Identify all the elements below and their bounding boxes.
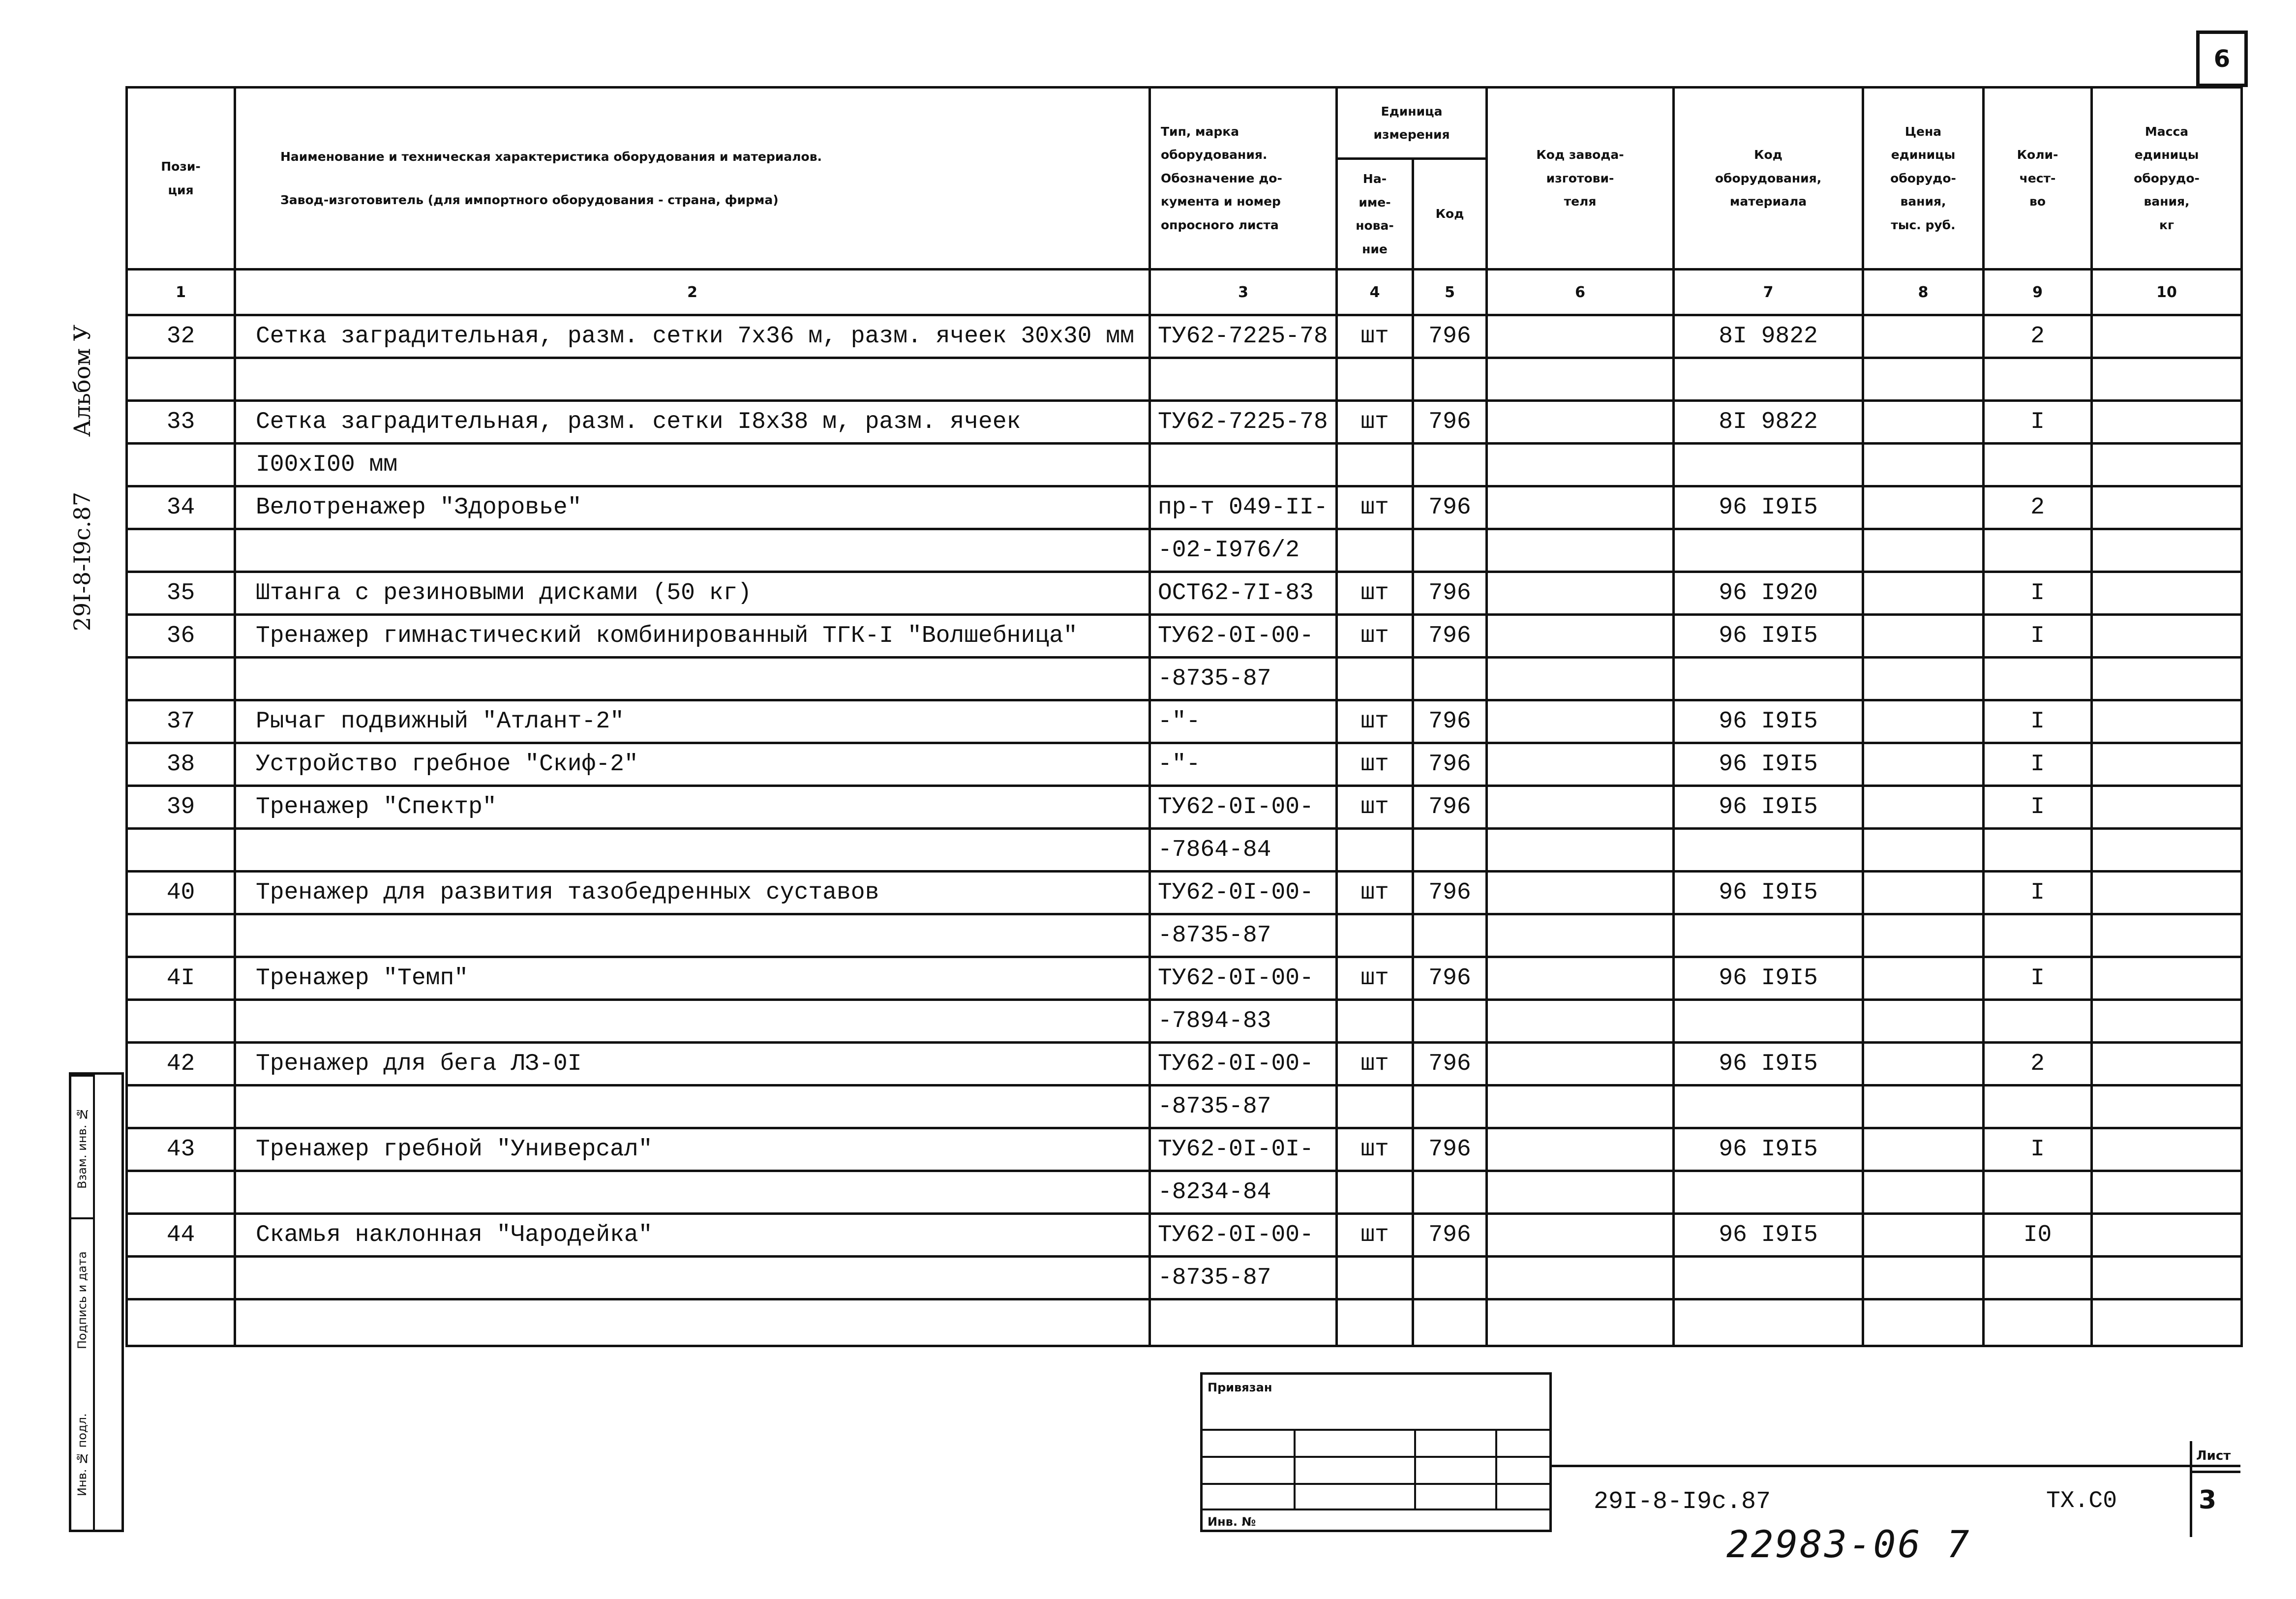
quantity-cell [1984, 914, 2092, 957]
equipment-code-cell: 96 I9I5 [1674, 615, 1863, 658]
header-name: Наименование и техническая характеристика оборудования и материалов. Завод-изготовитель (для импортного оборудования - страна, фирма) [235, 88, 1150, 270]
unit-name-cell: шт [1337, 572, 1413, 615]
maker-code-cell [1487, 444, 1674, 486]
name-cell: Рычаг подвижный "Атлант-2" [235, 700, 1150, 743]
equipment-code-cell [1674, 358, 1863, 401]
table-row [127, 829, 2242, 872]
mass-cell [2092, 401, 2242, 444]
table-row [127, 401, 2242, 444]
type-cell: ТУ62-7225-78 [1150, 401, 1337, 444]
type-cell [1150, 444, 1337, 486]
unit-code-cell: 796 [1413, 872, 1487, 914]
price-cell [1863, 444, 1984, 486]
unit-name-cell [1337, 1257, 1413, 1299]
maker-code-cell [1487, 358, 1674, 401]
name-cell: Сетка заградительная, разм. сетки 7х36 м, разм. ячеек 30х30 мм [235, 315, 1150, 358]
maker-code-cell [1487, 1257, 1674, 1299]
price-cell [1863, 1171, 1984, 1214]
mass-cell [2092, 572, 2242, 615]
maker-code-cell [1487, 401, 1674, 444]
mass-cell [2092, 1000, 2242, 1043]
unit-name-cell [1337, 1171, 1413, 1214]
position-cell: 33 [127, 401, 235, 444]
unit-name-cell: шт [1337, 1214, 1413, 1257]
name-cell [235, 358, 1150, 401]
mass-cell [2092, 658, 2242, 700]
price-cell [1863, 1086, 1984, 1128]
title-section: ТХ.С0 [2046, 1488, 2117, 1514]
maker-code-cell [1487, 1086, 1674, 1128]
position-cell: 39 [127, 786, 235, 829]
equipment-code-cell: 8I 9822 [1674, 315, 1863, 358]
maker-code-cell [1487, 572, 1674, 615]
maker-code-cell [1487, 658, 1674, 700]
col-number: 9 [1984, 270, 2092, 315]
price-cell [1863, 1128, 1984, 1171]
quantity-cell: I [1984, 572, 2092, 615]
quantity-cell: I [1984, 700, 2092, 743]
mass-cell [2092, 1171, 2242, 1214]
position-cell [127, 914, 235, 957]
col-number: 10 [2092, 270, 2242, 315]
quantity-cell [1984, 1257, 2092, 1299]
unit-code-cell: 796 [1413, 1128, 1487, 1171]
maker-code-cell [1487, 1214, 1674, 1257]
mass-cell [2092, 1214, 2242, 1257]
name-cell [235, 658, 1150, 700]
position-cell: 4I [127, 957, 235, 1000]
name-cell: Тренажер "Спектр" [235, 786, 1150, 829]
binding-inventory-label: Инв. № [1208, 1515, 1256, 1529]
type-cell: ТУ62-0I-00- [1150, 786, 1337, 829]
table-row [127, 529, 2242, 572]
position-cell [127, 1000, 235, 1043]
header-price: Цена единицы оборудо- вания, тыс. руб. [1863, 88, 1984, 270]
column-numbers-row [127, 270, 2242, 315]
unit-code-cell [1413, 358, 1487, 401]
table-body [127, 315, 2242, 1299]
name-cell: Тренажер для бега ЛЗ-0I [235, 1043, 1150, 1086]
unit-name-cell [1337, 1086, 1413, 1128]
stamp-original-inventory: Инв. № подл. [75, 1413, 89, 1496]
maker-code-cell [1487, 914, 1674, 957]
table-row [127, 486, 2242, 529]
name-cell: Штанга с резиновыми дисками (50 кг) [235, 572, 1150, 615]
price-cell [1863, 1000, 1984, 1043]
type-cell: -8735-87 [1150, 1257, 1337, 1299]
unit-code-cell: 796 [1413, 486, 1487, 529]
mass-cell [2092, 1043, 2242, 1086]
price-cell [1863, 829, 1984, 872]
price-cell [1863, 615, 1984, 658]
position-cell: 34 [127, 486, 235, 529]
table-row [127, 358, 2242, 401]
unit-name-cell: шт [1337, 1043, 1413, 1086]
header-mass: Масса единицы оборудо- вания, кг [2092, 88, 2242, 270]
unit-code-cell [1413, 1000, 1487, 1043]
price-cell [1863, 358, 1984, 401]
equipment-code-cell [1674, 1000, 1863, 1043]
sheet-number: 3 [2199, 1485, 2217, 1515]
col-number: 3 [1150, 270, 1337, 315]
quantity-cell [1984, 1086, 2092, 1128]
position-cell [127, 358, 235, 401]
mass-cell [2092, 957, 2242, 1000]
title-doc-code: 29I-8-I9с.87 [1594, 1488, 1771, 1516]
mass-cell [2092, 529, 2242, 572]
col-number: 4 [1337, 270, 1413, 315]
type-cell: ТУ62-0I-00- [1150, 957, 1337, 1000]
unit-name-cell: шт [1337, 700, 1413, 743]
equipment-code-cell: 96 I9I5 [1674, 486, 1863, 529]
quantity-cell: I [1984, 957, 2092, 1000]
table-row [127, 700, 2242, 743]
type-cell: -8735-87 [1150, 658, 1337, 700]
table-row [127, 1043, 2242, 1086]
sheet-label: Лист [2196, 1448, 2231, 1463]
sheet-tag: 6 [2196, 30, 2248, 87]
maker-code-cell [1487, 1171, 1674, 1214]
sheet-box-divider [2190, 1441, 2192, 1537]
unit-code-cell [1413, 444, 1487, 486]
unit-name-cell: шт [1337, 743, 1413, 786]
header-unit-name: На- име- нова- ние [1337, 159, 1413, 270]
header-maker-code: Код завода- изготови- теля [1487, 88, 1674, 270]
position-cell: 44 [127, 1214, 235, 1257]
price-cell [1863, 1257, 1984, 1299]
unit-name-cell: шт [1337, 315, 1413, 358]
quantity-cell: 2 [1984, 486, 2092, 529]
unit-code-cell [1413, 829, 1487, 872]
mass-cell [2092, 829, 2242, 872]
unit-code-cell: 796 [1413, 786, 1487, 829]
stamp-signature-date: Подпись и дата [71, 1217, 93, 1382]
unit-name-cell: шт [1337, 872, 1413, 914]
table-row-blank [127, 1299, 2242, 1346]
table-row [127, 1086, 2242, 1128]
unit-name-cell [1337, 358, 1413, 401]
type-cell: -8735-87 [1150, 914, 1337, 957]
col-number: 5 [1413, 270, 1487, 315]
position-cell: 38 [127, 743, 235, 786]
name-cell [235, 914, 1150, 957]
unit-name-cell: шт [1337, 401, 1413, 444]
equipment-code-cell [1674, 914, 1863, 957]
unit-code-cell [1413, 1171, 1487, 1214]
position-cell [127, 829, 235, 872]
quantity-cell: I [1984, 786, 2092, 829]
maker-code-cell [1487, 1128, 1674, 1171]
name-cell: Велотренажер "Здоровье" [235, 486, 1150, 529]
col-number: 6 [1487, 270, 1674, 315]
position-cell [127, 529, 235, 572]
sheet-box-line [2190, 1471, 2240, 1473]
equipment-code-cell [1674, 1257, 1863, 1299]
mass-cell [2092, 1086, 2242, 1128]
price-cell [1863, 743, 1984, 786]
position-cell: 37 [127, 700, 235, 743]
mass-cell [2092, 315, 2242, 358]
name-cell [235, 1257, 1150, 1299]
table-row [127, 315, 2242, 358]
price-cell [1863, 1043, 1984, 1086]
type-cell: ТУ62-0I-00- [1150, 615, 1337, 658]
mass-cell [2092, 444, 2242, 486]
position-cell: 42 [127, 1043, 235, 1086]
unit-code-cell [1413, 658, 1487, 700]
quantity-cell: I [1984, 615, 2092, 658]
name-cell: Сетка заградительная, разм. сетки I8х38 м, разм. ячеек [235, 401, 1150, 444]
maker-code-cell [1487, 486, 1674, 529]
table-row [127, 786, 2242, 829]
type-cell: ТУ62-7225-78 [1150, 315, 1337, 358]
maker-code-cell [1487, 1043, 1674, 1086]
maker-code-cell [1487, 615, 1674, 658]
position-cell: 43 [127, 1128, 235, 1171]
quantity-cell [1984, 829, 2092, 872]
name-cell [235, 829, 1150, 872]
mass-cell [2092, 1128, 2242, 1171]
table-row [127, 1214, 2242, 1257]
type-cell: ТУ62-0I-00- [1150, 872, 1337, 914]
unit-code-cell: 796 [1413, 700, 1487, 743]
unit-name-cell: шт [1337, 957, 1413, 1000]
table-row [127, 615, 2242, 658]
price-cell [1863, 872, 1984, 914]
equipment-code-cell: 96 I9I5 [1674, 700, 1863, 743]
unit-name-cell [1337, 914, 1413, 957]
quantity-cell [1984, 358, 2092, 401]
equipment-code-cell [1674, 658, 1863, 700]
unit-name-cell [1337, 658, 1413, 700]
unit-code-cell: 796 [1413, 615, 1487, 658]
quantity-cell [1984, 658, 2092, 700]
quantity-cell [1984, 1171, 2092, 1214]
unit-code-cell [1413, 1257, 1487, 1299]
table-row [127, 1128, 2242, 1171]
name-cell: Тренажер для развития тазобедренных суставов [235, 872, 1150, 914]
unit-name-cell [1337, 529, 1413, 572]
mass-cell [2092, 786, 2242, 829]
type-cell: ТУ62-0I-00- [1150, 1043, 1337, 1086]
price-cell [1863, 658, 1984, 700]
equipment-code-cell: 96 I9I5 [1674, 786, 1863, 829]
name-cell [235, 1086, 1150, 1128]
type-cell: ТУ62-0I-00- [1150, 1214, 1337, 1257]
equipment-code-cell: 96 I920 [1674, 572, 1863, 615]
quantity-cell: I0 [1984, 1214, 2092, 1257]
binding-title: Привязан [1208, 1381, 1272, 1394]
quantity-cell: I [1984, 743, 2092, 786]
type-cell [1150, 358, 1337, 401]
album-label: Альбом У [69, 325, 95, 437]
mass-cell [2092, 486, 2242, 529]
type-cell: -8234-84 [1150, 1171, 1337, 1214]
price-cell [1863, 914, 1984, 957]
quantity-cell: I [1984, 872, 2092, 914]
equipment-code-cell: 96 I9I5 [1674, 1128, 1863, 1171]
type-cell: пр-т 049-II- [1150, 486, 1337, 529]
equipment-code-cell [1674, 1086, 1863, 1128]
price-cell [1863, 1214, 1984, 1257]
col-number: 2 [235, 270, 1150, 315]
position-cell: 40 [127, 872, 235, 914]
unit-name-cell [1337, 829, 1413, 872]
price-cell [1863, 401, 1984, 444]
unit-code-cell: 796 [1413, 572, 1487, 615]
unit-name-cell: шт [1337, 786, 1413, 829]
unit-code-cell: 796 [1413, 1214, 1487, 1257]
col-number: 7 [1674, 270, 1863, 315]
unit-code-cell: 796 [1413, 315, 1487, 358]
maker-code-cell [1487, 529, 1674, 572]
name-cell: Скамья наклонная "Чародейка" [235, 1214, 1150, 1257]
quantity-cell [1984, 1000, 2092, 1043]
position-cell [127, 1086, 235, 1128]
equipment-code-cell: 8I 9822 [1674, 401, 1863, 444]
unit-code-cell: 796 [1413, 1043, 1487, 1086]
price-cell [1863, 700, 1984, 743]
handwritten-archive-number: 22983-06 7 [1726, 1522, 1971, 1566]
maker-code-cell [1487, 1000, 1674, 1043]
unit-code-cell [1413, 529, 1487, 572]
price-cell [1863, 486, 1984, 529]
quantity-cell: I [1984, 1128, 2092, 1171]
maker-code-cell [1487, 872, 1674, 914]
unit-name-cell [1337, 444, 1413, 486]
stamp-replaced-inventory: Взам. инв. № [71, 1075, 93, 1219]
mass-cell [2092, 1257, 2242, 1299]
position-cell: 36 [127, 615, 235, 658]
equipment-code-cell: 96 I9I5 [1674, 743, 1863, 786]
type-cell: ОСТ62-7I-83 [1150, 572, 1337, 615]
header-equipment-code: Код оборудования, материала [1674, 88, 1863, 270]
price-cell [1863, 315, 1984, 358]
type-cell: -02-I976/2 [1150, 529, 1337, 572]
unit-code-cell: 796 [1413, 401, 1487, 444]
type-cell: -8735-87 [1150, 1086, 1337, 1128]
unit-code-cell [1413, 1086, 1487, 1128]
unit-name-cell [1337, 1000, 1413, 1043]
type-cell: ТУ62-0I-0I- [1150, 1128, 1337, 1171]
header-type: Тип, марка оборудования. Обозначение до- кумента и номер опросного листа [1150, 88, 1337, 270]
table-row [127, 1000, 2242, 1043]
equipment-code-cell [1674, 529, 1863, 572]
name-cell [235, 529, 1150, 572]
unit-code-cell: 796 [1413, 957, 1487, 1000]
position-cell: 32 [127, 315, 235, 358]
maker-code-cell [1487, 786, 1674, 829]
position-cell: 35 [127, 572, 235, 615]
position-cell [127, 658, 235, 700]
col-number: 8 [1863, 270, 1984, 315]
mass-cell [2092, 743, 2242, 786]
equipment-code-cell: 96 I9I5 [1674, 872, 1863, 914]
unit-name-cell: шт [1337, 615, 1413, 658]
equipment-code-cell [1674, 829, 1863, 872]
name-cell [235, 1171, 1150, 1214]
table-row [127, 957, 2242, 1000]
header-quantity: Коли- чест- во [1984, 88, 2092, 270]
quantity-cell: 2 [1984, 315, 2092, 358]
equipment-code-cell: 96 I9I5 [1674, 1043, 1863, 1086]
position-cell [127, 1257, 235, 1299]
table-row [127, 658, 2242, 700]
equipment-code-cell: 96 I9I5 [1674, 1214, 1863, 1257]
equipment-code-cell [1674, 444, 1863, 486]
table-row [127, 872, 2242, 914]
type-cell: -7864-84 [1150, 829, 1337, 872]
unit-code-cell [1413, 914, 1487, 957]
position-cell [127, 1171, 235, 1214]
binding-box [1200, 1372, 1552, 1532]
maker-code-cell [1487, 315, 1674, 358]
position-cell [127, 444, 235, 486]
side-stamp-column [69, 1072, 124, 1532]
quantity-cell: 2 [1984, 1043, 2092, 1086]
mass-cell [2092, 700, 2242, 743]
maker-code-cell [1487, 829, 1674, 872]
price-cell [1863, 957, 1984, 1000]
header-unit-code: Код [1413, 159, 1487, 270]
quantity-cell [1984, 529, 2092, 572]
table-row [127, 743, 2242, 786]
unit-name-cell: шт [1337, 486, 1413, 529]
table-row [127, 914, 2242, 957]
mass-cell [2092, 615, 2242, 658]
name-cell: Тренажер гимнастический комбинированный ТГК-I "Волшебница" [235, 615, 1150, 658]
unit-code-cell: 796 [1413, 743, 1487, 786]
price-cell [1863, 786, 1984, 829]
side-doc-code: 29I-8-I9с.87 [69, 492, 95, 632]
table-row [127, 1171, 2242, 1214]
unit-name-cell: шт [1337, 1128, 1413, 1171]
name-cell [235, 1000, 1150, 1043]
mass-cell [2092, 358, 2242, 401]
title-block-line [1552, 1465, 2240, 1467]
equipment-code-cell: 96 I9I5 [1674, 957, 1863, 1000]
type-cell: -"- [1150, 700, 1337, 743]
quantity-cell [1984, 444, 2092, 486]
mass-cell [2092, 872, 2242, 914]
maker-code-cell [1487, 700, 1674, 743]
name-cell: Устройство гребное "Скиф-2" [235, 743, 1150, 786]
table-row [127, 1257, 2242, 1299]
equipment-code-cell [1674, 1171, 1863, 1214]
maker-code-cell [1487, 743, 1674, 786]
price-cell [1863, 529, 1984, 572]
table-row [127, 572, 2242, 615]
mass-cell [2092, 914, 2242, 957]
type-cell: -"- [1150, 743, 1337, 786]
header-position: Пози- ция [127, 88, 235, 270]
name-cell: Тренажер гребной "Универсал" [235, 1128, 1150, 1171]
name-cell: I00хI00 мм [235, 444, 1150, 486]
maker-code-cell [1487, 957, 1674, 1000]
quantity-cell: I [1984, 401, 2092, 444]
header-row-1 [127, 88, 2242, 159]
header-unit-group: Единица измерения [1337, 88, 1487, 159]
type-cell: -7894-83 [1150, 1000, 1337, 1043]
specification-table [125, 86, 2243, 1347]
name-cell: Тренажер "Темп" [235, 957, 1150, 1000]
table-row [127, 444, 2242, 486]
col-number: 1 [127, 270, 235, 315]
price-cell [1863, 572, 1984, 615]
